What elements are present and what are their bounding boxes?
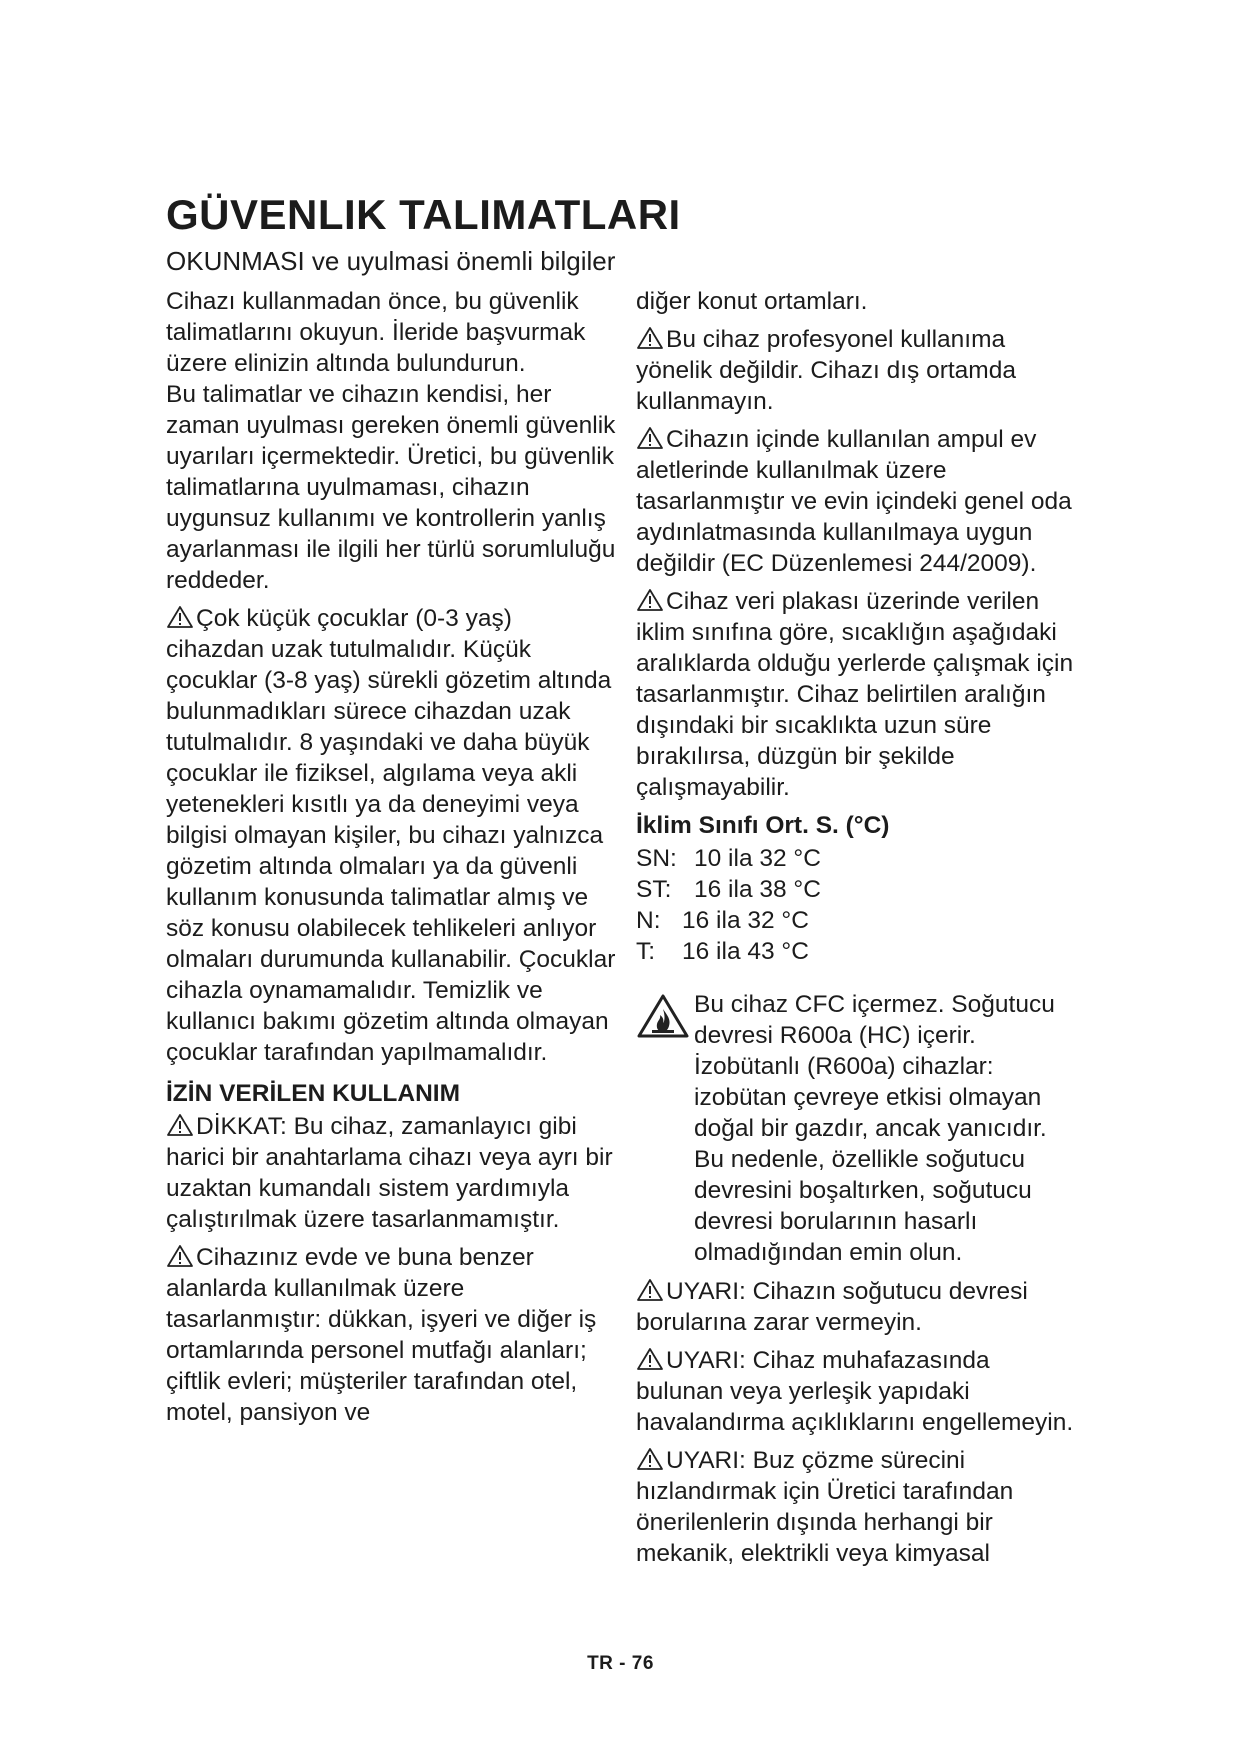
flammable-warning-icon — [636, 993, 690, 1039]
warning-icon — [636, 326, 664, 350]
ventilation-warning — [636, 1345, 1076, 1438]
warning-icon — [636, 1278, 664, 1302]
permitted-use-heading: İZİN VERİLEN KULLANIM — [166, 1080, 460, 1107]
warning-icon — [636, 1447, 664, 1471]
lamp-warning-text: Cihazın içinde kullanılan ampul ev aletlerinde kullanılmak üzere tasarlanmıştır ve evin içindeki genel oda aydınlatmasında kullanılmaya uygun değildir (EC Düzenlemesi 244/2009). — [636, 426, 1072, 577]
refrigerant-warning-text: UYARI: Cihazın soğutucu devresi borularına zarar vermeyin. — [636, 1278, 1028, 1336]
climate-row — [636, 905, 1076, 936]
defrost-warning-text: UYARI: Buz çözme sürecini hızlandırmak için Üretici tarafından önerilenlerin dışında herhangi bir mekanik, elektrikli veya kimyasal — [636, 1447, 1014, 1567]
warning-icon — [636, 426, 664, 450]
climate-code: SN: — [636, 845, 677, 872]
ventilation-warning-text: UYARI: Cihaz muhafazasında bulunan veya yerleşik yapıdaki havalandırma açıklıklarını engellemeyin. — [636, 1347, 1074, 1436]
climate-row — [636, 936, 1076, 967]
climate-range: 16 ila 32 °C — [682, 907, 809, 934]
page-number: TR - 76 — [587, 1653, 654, 1674]
warning-icon — [636, 1347, 664, 1371]
climate-code: T: — [636, 938, 656, 965]
children-warning-text: Çok küçük çocuklar (0-3 yaş) cihazdan uzak tutulmalıdır. Küçük çocuklar (3-8 yaş) sürekli gözetim altında bulunmadıkları sürece cihazdan uzak tutulmalıdır. 8 yaşındaki ve daha büyük çocuklar ile fiziksel, algılama veya akli yetenekleri kısıtlı ya da deneyimi veya bilgisi olmayan kişiler, bu cihazı yalnızca gözetim altında olmaları ya da güvenli kullanım konusunda talimatlar almış ve söz konusu olabilecek tehlikeleri anlıyor olmaları durumunda kullanabilir. Çocuklar cihazla oynamamalıdır. Temizlik ve kullanıcı bakımı gözetim altında olmayan çocuklar tarafından yapılmamalıdır. — [166, 605, 616, 1066]
climate-code: ST: — [636, 876, 672, 903]
refrigerant-warning — [636, 1276, 1076, 1338]
caution-paragraph — [166, 1111, 616, 1235]
climate-range: 16 ila 43 °C — [682, 938, 809, 965]
climate-code: N: — [636, 907, 661, 934]
left-column — [166, 286, 616, 1435]
children-warning — [166, 603, 616, 1068]
page-title: GÜVENLIK TALIMATLARI — [166, 191, 681, 238]
climate-range: 16 ila 38 °C — [694, 876, 821, 903]
page-subtitle: OKUNMASI ve uyulmasi önemli bilgiler — [166, 246, 616, 276]
household-use-text: Cihazınız evde ve buna benzer alanlarda kullanılmak üzere tasarlanmıştır: dükkan, işyeri ve diğer iş ortamlarında personel mutfağı alanları; çiftlik evleri; müşteriler tarafından otel, motel, pansiyon ve — [166, 1244, 597, 1426]
climate-class-heading: İklim Sınıfı Ort. S. (°C) — [636, 812, 890, 839]
climate-warning — [636, 586, 1076, 803]
climate-range: 10 ila 32 °C — [694, 845, 821, 872]
lamp-warning — [636, 424, 1076, 579]
climate-table — [636, 843, 1076, 967]
continuation-text: diğer konut ortamları. — [636, 288, 868, 315]
professional-use-warning — [636, 324, 1076, 417]
warning-icon — [636, 588, 664, 612]
household-use-paragraph — [166, 1242, 616, 1428]
warning-icon — [166, 1244, 194, 1268]
flammable-gas-notice — [636, 989, 1076, 1268]
climate-warning-text: Cihaz veri plakası üzerinde verilen iklim sınıfına göre, sıcaklığın aşağıdaki aralıklarda olduğu yerlerde çalışmak için tasarlanmıştır. Cihaz belirtilen aralığın dışındaki bir sıcaklıkta uzun süre bırakılırsa, düzgün bir şekilde çalışmayabilir. — [636, 588, 1074, 801]
caution-text: DİKKAT: Bu cihaz, zamanlayıcı gibi harici bir anahtarlama cihazı veya ayrı bir uzaktan kumandalı sistem yardımıyla çalıştırılmak üzere tasarlanmamıştır. — [166, 1113, 613, 1233]
warning-icon — [166, 605, 194, 629]
climate-row — [636, 843, 1076, 874]
flammable-gas-text: Bu cihaz CFC içermez. Soğutucu devresi R600a (HC) içerir. İzobütanlı (R600a) cihazlar: izobütan çevreye etkisi olmayan doğal bir gazdır, ancak yanıcıdır. Bu nedenle, özellikle soğutucu devresini boşaltırken, soğutucu devresi borularının hasarlı olmadığından emin olun. — [694, 991, 1055, 1266]
defrost-warning — [636, 1445, 1076, 1569]
professional-use-text: Bu cihaz profesyonel kullanıma yönelik değildir. Cihazı dış ortamda kullanmayın. — [636, 326, 1016, 415]
climate-row — [636, 874, 1076, 905]
right-column — [636, 286, 1076, 1576]
responsibility-paragraph: Bu talimatlar ve cihazın kendisi, her zaman uyulması gereken önemli güvenlik uyarıları içermektedir. Üretici, bu güvenlik talimatlarına uyulmaması, cihazın uygunsuz kullanımı ve kontrollerin yanlış ayarlanması ile ilgili her türlü sorumluluğu reddeder. — [166, 381, 616, 594]
intro-paragraph: Cihazı kullanmadan önce, bu güvenlik talimatlarını okuyun. İleride başvurmak üzere elinizin altında bulundurun. — [166, 288, 586, 377]
warning-icon — [166, 1113, 194, 1137]
